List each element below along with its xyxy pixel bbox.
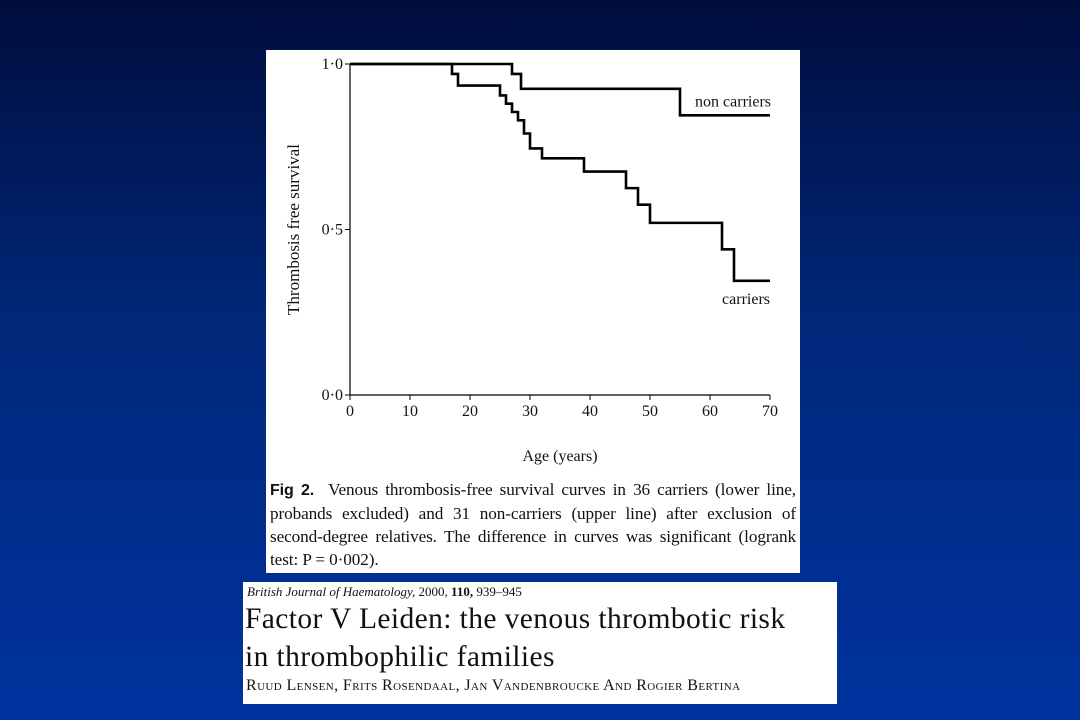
paper-title-line-2: in thrombophilic families bbox=[245, 641, 555, 673]
journal-year: 2000, bbox=[418, 584, 448, 599]
y-tick-label: 0·5 bbox=[321, 221, 343, 239]
journal-header-panel bbox=[243, 582, 837, 704]
figure-caption bbox=[270, 478, 796, 571]
x-tick-label: 60 bbox=[702, 403, 718, 420]
x-tick-label: 30 bbox=[522, 403, 538, 420]
y-axis-label: Thrombosis free survival bbox=[284, 144, 303, 315]
x-tick-label: 40 bbox=[582, 403, 598, 420]
paper-title-line-1: Factor V Leiden: the venous thrombotic risk bbox=[245, 603, 786, 635]
journal-volume: 110, bbox=[451, 584, 474, 599]
x-tick-label: 0 bbox=[346, 403, 354, 420]
journal-pages: 939–945 bbox=[476, 584, 522, 599]
y-tick-label: 0·0 bbox=[321, 387, 343, 404]
x-tick-label: 20 bbox=[462, 403, 478, 420]
paper-title bbox=[245, 600, 837, 676]
x-tick-label: 10 bbox=[402, 403, 418, 420]
figure-panel bbox=[266, 50, 800, 573]
authors-line: Ruud Lensen, Frits Rosendaal, Jan Vandenbroucke And Rogier Bertina bbox=[246, 677, 741, 694]
x-tick-label: 70 bbox=[762, 403, 778, 420]
x-tick-label: 50 bbox=[642, 403, 658, 420]
x-axis-label: Age (years) bbox=[522, 448, 598, 465]
caption-label: Fig 2. bbox=[270, 482, 315, 499]
survival-chart bbox=[266, 50, 800, 470]
journal-name: British Journal of Haematology, bbox=[247, 584, 416, 599]
caption-text: Venous thrombosis-free survival curves in 36 carriers (lower line, probands excluded) and 31 non-carriers (upper line) after exclusion of second-degree relatives. The difference in curves was significant (logrank test: P = 0·002). bbox=[270, 480, 796, 569]
citation-line bbox=[247, 584, 522, 600]
series-label-non-carriers: non carriers bbox=[695, 93, 771, 111]
series-label-carriers: carriers bbox=[722, 290, 770, 308]
y-tick-label: 1·0 bbox=[321, 56, 343, 73]
